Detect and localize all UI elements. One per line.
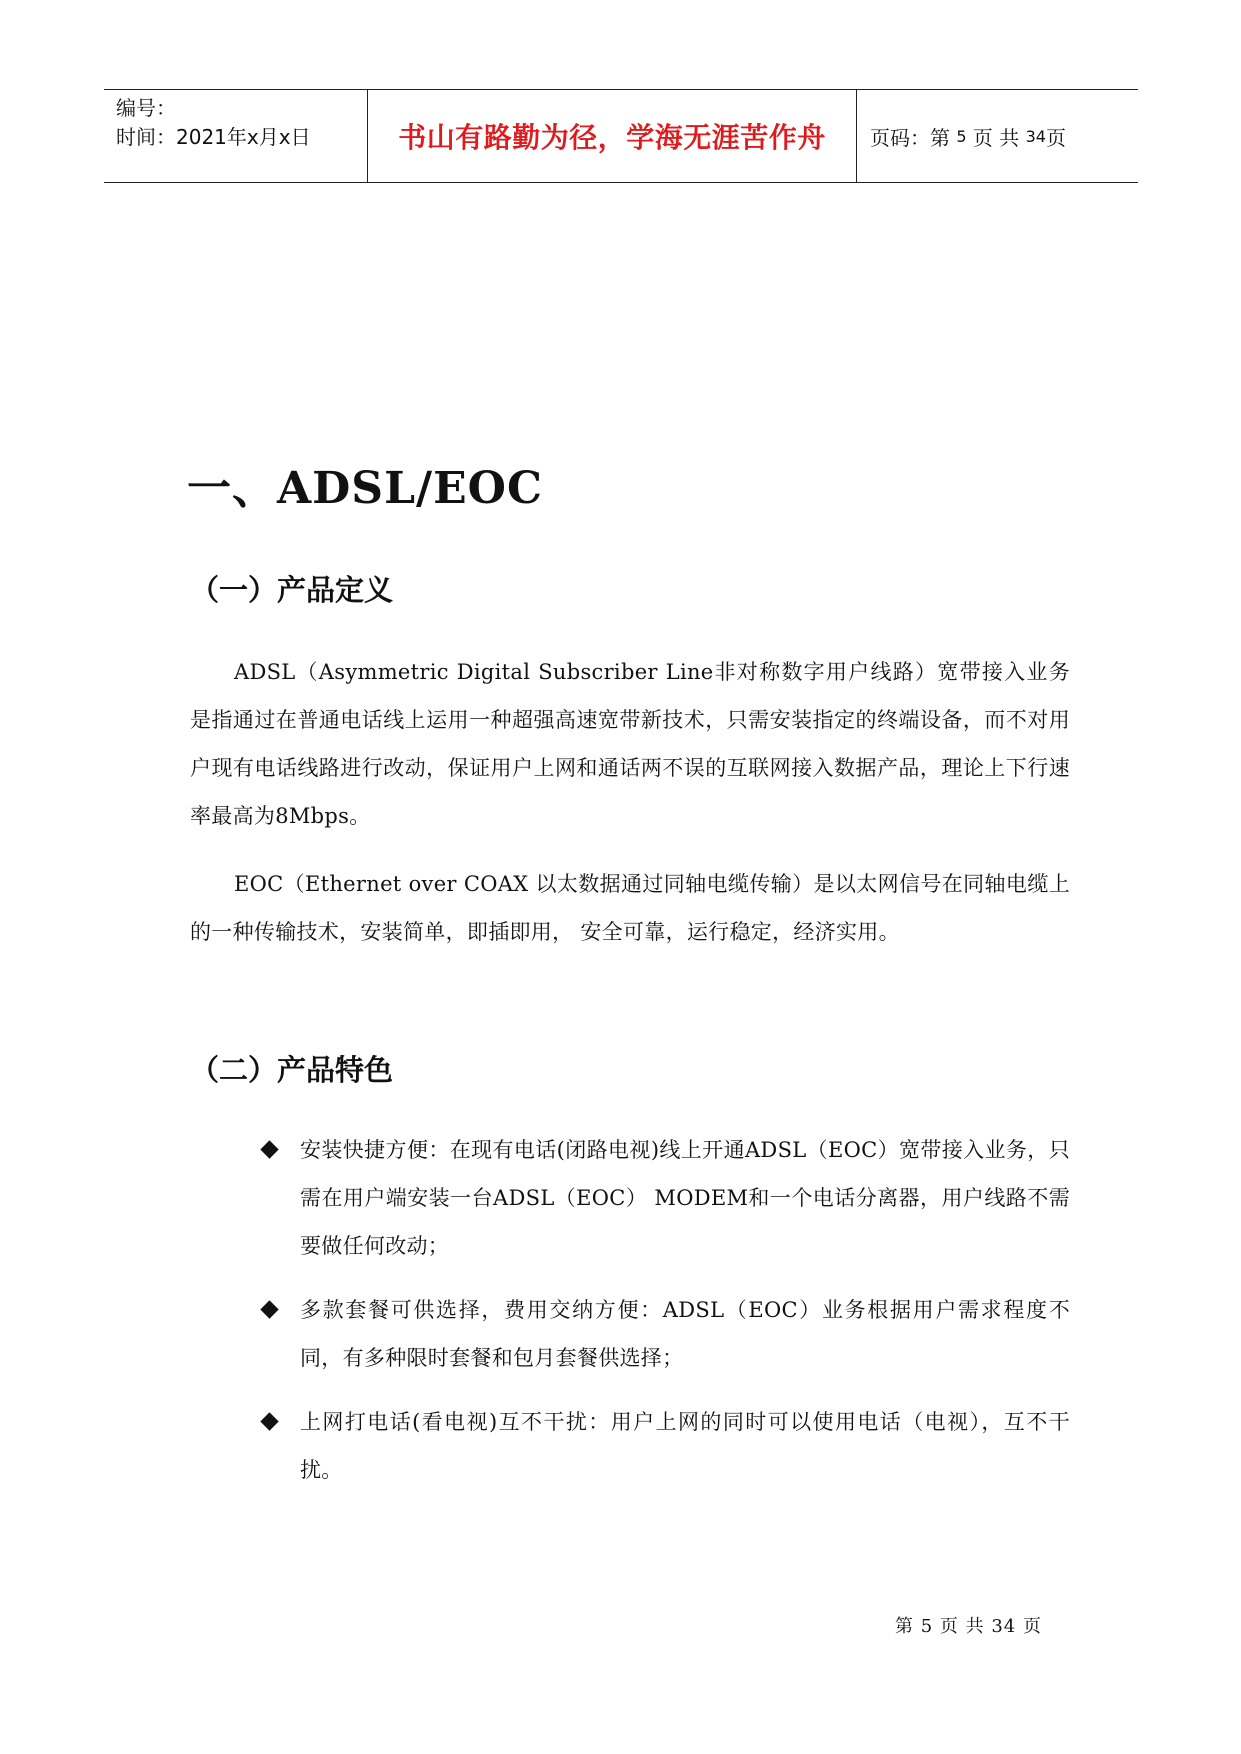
document-time-label: 时间：2021年x月x日 <box>116 125 311 149</box>
paragraph-eoc: EOC（Ethernet over COAX 以太数据通过同轴电缆传输）是以太网信号在同轴电缆上的一种传输技术，安装简单，即插即用， 安全可靠，运行稳定，经济实用。 <box>190 872 1070 944</box>
diamond-bullet-icon <box>260 1140 280 1160</box>
diamond-bullet-icon <box>260 1412 280 1432</box>
page-mid: 页 共 <box>972 125 1020 150</box>
header-divider <box>856 90 857 182</box>
feature-list <box>190 1126 1070 1510</box>
page-prefix: 页码：第 <box>870 125 950 150</box>
list-item-text: 上网打电话(看电视)互不干扰：用户上网的同时可以使用电话（电视），互不干扰。 <box>300 1410 1070 1482</box>
list-item-text: 多款套餐可供选择，费用交纳方便：ADSL（EOC）业务根据用户需求程度不同，有多种限时套餐和包月套餐供选择； <box>300 1298 1070 1370</box>
page-suffix: 页 <box>1045 125 1066 150</box>
page-current: 5 <box>956 126 967 146</box>
page-title: 一、ADSL/EOC <box>187 463 543 514</box>
page-total: 34 <box>1025 126 1046 146</box>
page-footer: 第 5 页 共 34 页 <box>895 1616 1042 1637</box>
page-header <box>104 89 1138 183</box>
list-item-text: 安装快捷方便：在现有电话(闭路电视)线上开通ADSL（EOC）宽带接入业务，只需在用户端安装一台ADSL（EOC） MODEM和一个电话分离器，用户线路不需要做任何改动； <box>300 1138 1070 1258</box>
diamond-bullet-icon <box>260 1300 280 1320</box>
section-heading-definition: （一）产品定义 <box>190 573 394 607</box>
list-item <box>190 1398 1070 1494</box>
list-item <box>190 1286 1070 1382</box>
header-divider <box>367 90 368 182</box>
header-motto: 书山有路勤为径，学海无涯苦作舟 <box>398 121 826 154</box>
list-item <box>190 1126 1070 1270</box>
header-meta <box>116 94 366 152</box>
header-page-number <box>870 90 1066 182</box>
paragraph-adsl: ADSL（Asymmetric Digital Subscriber Line非对称数字用户线路）宽带接入业务是指通过在普通电话线上运用一种超强高速宽带新技术，只需安装指定的终端设备，而不对用户现有电话线路进行改动，保证用户上网和通话两不误的互联网接入数据产品，理论上下行速率最高为8Mbps。 <box>190 660 1070 828</box>
section-heading-features: （二）产品特色 <box>190 1053 394 1087</box>
document-number-label: 编号： <box>116 96 176 120</box>
